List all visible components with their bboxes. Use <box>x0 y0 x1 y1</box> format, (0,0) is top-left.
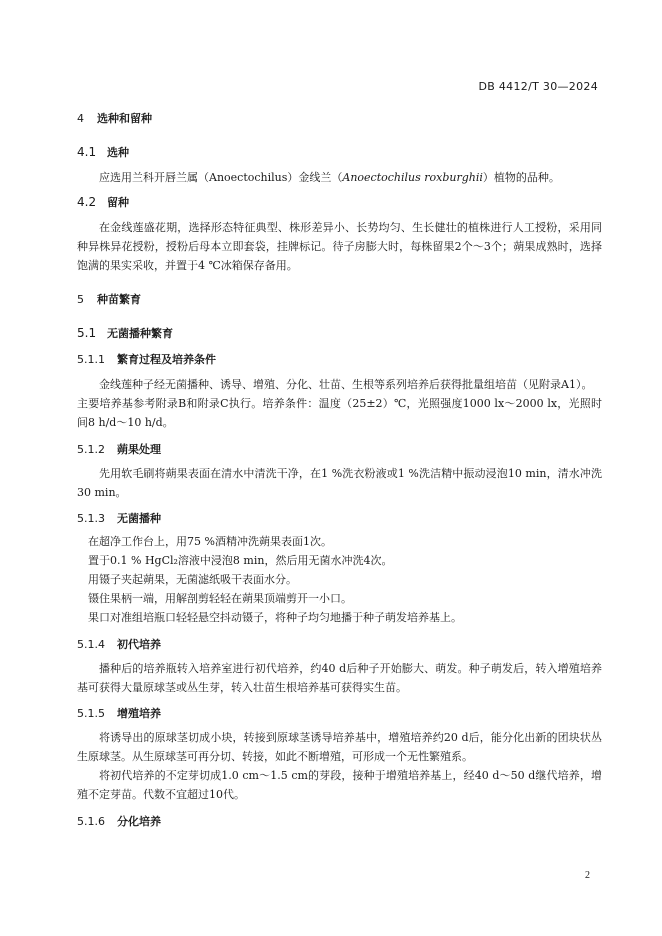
heading-number: 5.1.6 <box>77 815 105 828</box>
step-line: 镊住果柄一端，用解剖剪轻轻在蒴果顶端剪开一小口。 <box>88 592 352 605</box>
heading-title: 初代培养 <box>117 638 161 651</box>
heading-title: 繁育过程及培养条件 <box>117 353 216 366</box>
paragraph-5-1-1: 金线莲种子经无菌播种、诱导、增殖、分化、壮苗、生根等系列培养后获得批量组培苗（见附录A1）。 <box>99 378 593 391</box>
heading-title: 蒴果处理 <box>117 443 161 456</box>
paragraph-5-1-4: 播种后的培养瓶转入培养室进行初代培养，约40 d后种子开始膨大、萌发。种子萌发后，转入增殖培养基可获得大量原球茎或丛生芽，转入壮苗生根培养基可获得实生苗。 <box>77 662 602 694</box>
paragraph-5-1-1-b: 主要培养基参考附录B和附录C执行。培养条件：温度（25±2）℃，光照强度1000 lx～2000 lx，光照时间8 h/d～10 h/d。 <box>77 397 602 429</box>
step-line: 果口对准组培瓶口轻轻悬空抖动镊子，将种子均匀地播于种子萌发培养基上。 <box>88 611 462 624</box>
heading-number: 5.1.1 <box>77 353 105 366</box>
heading-4 <box>77 110 152 126</box>
heading-title: 选种和留种 <box>97 112 152 125</box>
heading-5 <box>77 291 141 307</box>
heading-number: 4 <box>77 112 84 125</box>
heading-5-1-5 <box>77 705 161 721</box>
heading-number: 5 <box>77 293 84 306</box>
heading-5-1 <box>77 325 173 341</box>
text-run: 应选用兰科开唇兰属（Anoectochilus）金线兰（ <box>99 171 343 184</box>
page-number: 2 <box>585 870 590 881</box>
heading-number: 5.1.5 <box>77 707 105 720</box>
heading-4-1 <box>77 144 129 160</box>
step-line: 在超净工作台上，用75 %酒精冲洗蒴果表面1次。 <box>88 535 332 548</box>
heading-number: 5.1.2 <box>77 443 105 456</box>
step-line: 用镊子夹起蒴果，无菌滤纸吸干表面水分。 <box>88 573 297 586</box>
heading-title: 分化培养 <box>117 815 161 828</box>
paragraph-5-1-5: 将诱导出的原球茎切成小块，转接到原球茎诱导培养基中，增殖培养约20 d后，能分化出新的团块状丛生原球茎。从生原球茎可再分切、转接，如此不断增殖，可形成一个无性繁殖系。 <box>77 731 602 763</box>
heading-title: 无菌播种繁育 <box>107 327 173 340</box>
heading-5-1-6 <box>77 813 161 829</box>
heading-title: 无菌播种 <box>117 512 161 525</box>
heading-title: 选种 <box>107 146 129 159</box>
species-name: Anoectochilus roxburghii <box>342 171 483 184</box>
heading-5-1-4 <box>77 636 161 652</box>
heading-number: 4.1 <box>77 145 97 159</box>
heading-number: 5.1.3 <box>77 512 105 525</box>
heading-title: 增殖培养 <box>117 707 161 720</box>
heading-5-1-2 <box>77 441 161 457</box>
heading-5-1-3 <box>77 510 161 526</box>
heading-4-2 <box>77 194 129 210</box>
heading-title: 留种 <box>107 196 129 209</box>
paragraph-5-1-5-b: 将初代培养的不定芽切成1.0 cm～1.5 cm的芽段，接种于增殖培养基上，经40 d～50 d继代培养，增殖不定芽苗。代数不宜超过10代。 <box>77 769 602 801</box>
heading-number: 5.1.4 <box>77 638 105 651</box>
heading-number: 5.1 <box>77 326 97 340</box>
heading-title: 种苗繁育 <box>97 293 141 306</box>
heading-number: 4.2 <box>77 195 97 209</box>
standard-code: DB 4412/T 30—2024 <box>478 80 598 93</box>
paragraph-4-2: 在金线莲盛花期，选择形态特征典型、株形差异小、长势均匀、生长健壮的植株进行人工授粉，采用同种异株异花授粉，授粉后母本立即套袋，挂牌标记。待子房膨大时，每株留果2个～3个；蒴果成熟时，选择饱满的果实采收，并置于4 ℃冰箱保存备用。 <box>77 221 602 272</box>
heading-5-1-1 <box>77 351 216 367</box>
step-line: 置于0.1 % HgCl₂溶液中浸泡8 min，然后用无菌水冲洗4次。 <box>88 554 393 567</box>
paragraph-5-1-2: 先用软毛刷将蒴果表面在清水中清洗干净，在1 %洗衣粉液或1 %洗洁精中振动浸泡10 min，清水冲洗30 min。 <box>77 467 602 499</box>
text-run: ）植物的品种。 <box>482 171 560 184</box>
paragraph-4-1 <box>77 168 602 187</box>
